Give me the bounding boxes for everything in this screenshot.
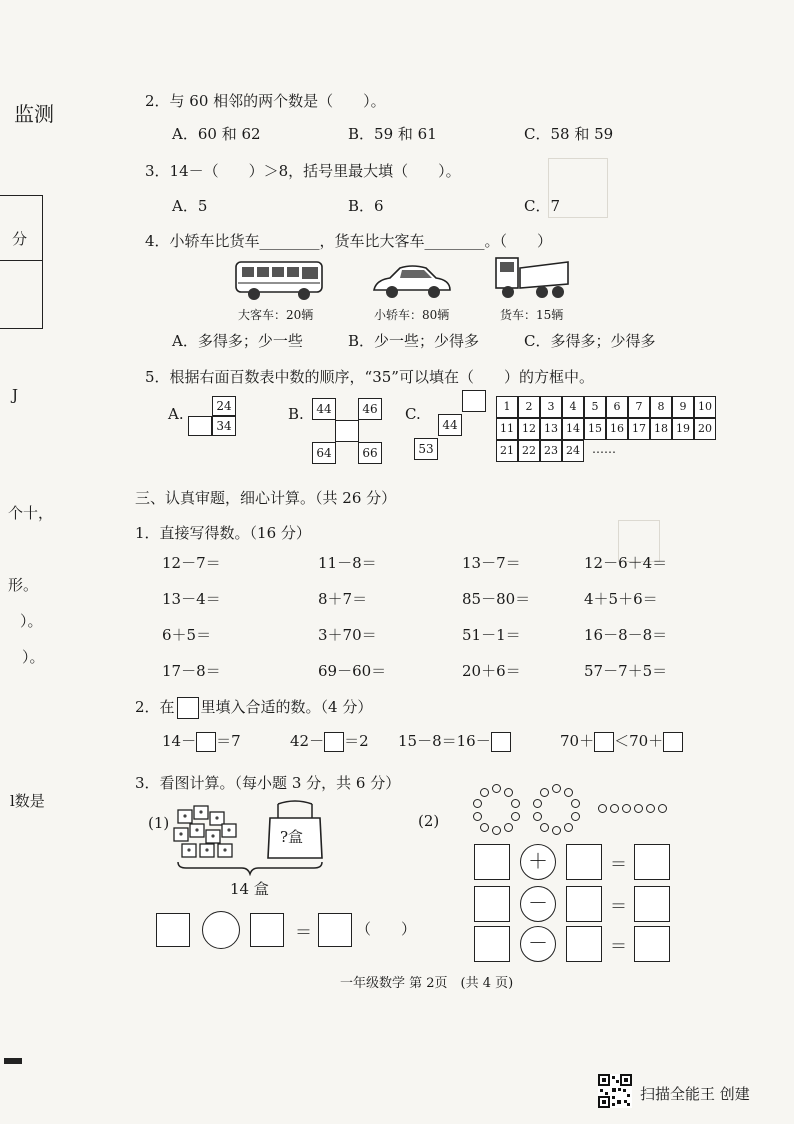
hundred-ellipsis: …… xyxy=(592,442,616,456)
calc-item[interactable]: 13－4＝ xyxy=(162,590,221,608)
p2-item-text: 70＋ xyxy=(560,732,595,750)
equation-box[interactable] xyxy=(566,926,602,962)
equation-box[interactable] xyxy=(634,886,670,922)
hundred-cell: 18 xyxy=(650,418,672,440)
score-box xyxy=(0,195,43,329)
dot xyxy=(610,804,619,813)
dot xyxy=(571,799,580,808)
circle-ring-group xyxy=(532,784,580,834)
calc-item[interactable]: 3＋70＝ xyxy=(318,626,377,644)
q3-option-b[interactable]: B．6 xyxy=(348,197,384,215)
hundred-cell: 12 xyxy=(518,418,540,440)
dot xyxy=(646,804,655,813)
equation-box[interactable] xyxy=(474,844,510,880)
p3-title: 3．看图计算。（每小题 3 分，共 6 分） xyxy=(135,774,401,792)
score-label: 分 xyxy=(12,230,28,248)
hundred-cell: 23 xyxy=(540,440,562,462)
hundred-cell: 8 xyxy=(650,396,672,418)
calc-item[interactable]: 6＋5＝ xyxy=(162,626,212,644)
dot xyxy=(533,799,542,808)
minus-operator: － xyxy=(520,926,556,962)
hundred-cell: 7 xyxy=(628,396,650,418)
q4-stem: 4．小轿车比货车________，货车比大客车________。（ ） xyxy=(145,232,553,250)
dot xyxy=(533,812,542,821)
dot xyxy=(540,788,549,797)
p1-title: 1．直接写得数。（16 分） xyxy=(135,524,311,542)
car-icon xyxy=(370,262,454,304)
circle-ring-group xyxy=(472,784,520,834)
dot xyxy=(552,826,561,835)
p2-item-text: ＜70＋ xyxy=(614,732,664,750)
margin-fragment: 个十， xyxy=(8,504,54,522)
dot xyxy=(492,784,501,793)
p2-title xyxy=(135,696,372,719)
margin-fragment: l数是 xyxy=(10,792,45,810)
p3-sub2: (2) xyxy=(418,812,440,830)
bag-label: ?盒 xyxy=(280,828,304,846)
hundred-cell: 11 xyxy=(496,418,518,440)
margin-fragment: ）。 xyxy=(20,612,43,630)
hundred-cell: 21 xyxy=(496,440,518,462)
bus-label: 大客车：20辆 xyxy=(238,308,314,322)
q5-b-box: 46 xyxy=(358,398,382,420)
dot xyxy=(480,788,489,797)
p2-item-text: 42－ xyxy=(290,732,325,750)
operator-circle[interactable] xyxy=(202,911,240,949)
equation-box[interactable] xyxy=(156,913,190,947)
p2-item-text: ＝7 xyxy=(216,732,241,750)
hundred-chart xyxy=(496,396,716,462)
q2-option-c[interactable]: C．58 和 59 xyxy=(524,125,614,143)
q3-stem: 3．14－（ ）＞8，括号里最大填（ ）。 xyxy=(145,162,461,180)
q4-option-b[interactable]: B．少一些；少得多 xyxy=(348,332,480,350)
dot xyxy=(480,823,489,832)
calc-item[interactable]: 51－1＝ xyxy=(462,626,521,644)
equation-box[interactable] xyxy=(566,886,602,922)
hundred-cell: 9 xyxy=(672,396,694,418)
calc-item[interactable]: 13－7＝ xyxy=(462,554,521,572)
q2-stem: 2．与 60 相邻的两个数是（ ）。 xyxy=(145,92,386,110)
equals-sign: ＝ xyxy=(610,855,627,875)
q5-option-c-label[interactable]: C. xyxy=(405,405,421,423)
hundred-cell: 20 xyxy=(694,418,716,440)
dot xyxy=(492,826,501,835)
equals-sign: ＝ xyxy=(295,923,312,943)
p2-item-text: 15－8＝16－ xyxy=(398,732,491,750)
calc-item[interactable]: 12－7＝ xyxy=(162,554,221,572)
dot xyxy=(564,823,573,832)
q5-c-box: 44 xyxy=(438,414,462,436)
dot xyxy=(571,812,580,821)
p2-item-3 xyxy=(398,730,511,752)
equation-box[interactable] xyxy=(318,913,352,947)
hundred-cell: 24 xyxy=(562,440,584,462)
calc-item[interactable]: 12－6＋4＝ xyxy=(584,554,668,572)
calc-item[interactable]: 16－8－8＝ xyxy=(584,626,668,644)
p2-title-post: 里填入合适的数。（4 分） xyxy=(200,698,373,716)
calc-item[interactable]: 57－7＋5＝ xyxy=(584,662,668,680)
hundred-cell: 3 xyxy=(540,396,562,418)
q4-option-c[interactable]: C．多得多；少得多 xyxy=(524,332,656,350)
hundred-cell: 22 xyxy=(518,440,540,462)
hundred-cell: 14 xyxy=(562,418,584,440)
total-label: 14 盒 xyxy=(230,880,269,898)
q5-a-box-empty[interactable] xyxy=(188,416,212,436)
q3-option-c[interactable]: C．7 xyxy=(524,197,561,215)
p2-item-text: ＝2 xyxy=(344,732,369,750)
watermark-text: 扫描全能王 创建 xyxy=(640,1085,750,1103)
calc-item[interactable]: 17－8＝ xyxy=(162,662,221,680)
answer-box[interactable] xyxy=(324,732,344,752)
dot xyxy=(634,804,643,813)
hundred-cell: 4 xyxy=(562,396,584,418)
dot xyxy=(473,799,482,808)
p2-item-text: 14－ xyxy=(162,732,197,750)
unit-paren[interactable]: （ ） xyxy=(356,920,417,938)
hundred-cell: 15 xyxy=(584,418,606,440)
hundred-cell: 19 xyxy=(672,418,694,440)
bus-icon xyxy=(232,256,328,304)
margin-fragment: ）。 xyxy=(22,648,45,666)
equation-box[interactable] xyxy=(566,844,602,880)
q5-b-box-empty[interactable] xyxy=(335,420,359,442)
answer-box-sample xyxy=(177,697,199,719)
section3-title: 三、认真审题，细心计算。（共 26 分） xyxy=(135,489,397,507)
q3-option-a[interactable]: A．5 xyxy=(172,197,208,215)
hundred-cell: 16 xyxy=(606,418,628,440)
margin-fragment: J xyxy=(12,386,19,404)
q5-option-b-label[interactable]: B. xyxy=(288,405,304,423)
minus-operator: － xyxy=(520,886,556,922)
margin-title: 监测 xyxy=(14,102,54,126)
calc-item[interactable]: 4＋5＋6＝ xyxy=(584,590,658,608)
q5-b-box: 44 xyxy=(312,398,336,420)
p2-item-4 xyxy=(560,730,683,752)
dot xyxy=(511,799,520,808)
dot xyxy=(598,804,607,813)
q2-option-b[interactable]: B．59 和 61 xyxy=(348,125,437,143)
dot xyxy=(473,812,482,821)
boxes-icon xyxy=(172,802,244,862)
answer-box[interactable] xyxy=(594,732,614,752)
calc-item[interactable]: 69－60＝ xyxy=(318,662,387,680)
q5-option-a-label[interactable]: A. xyxy=(168,405,184,423)
equals-sign: ＝ xyxy=(610,937,627,957)
brace-icon xyxy=(176,860,324,876)
calc-item[interactable]: 8＋7＝ xyxy=(318,590,368,608)
answer-box[interactable] xyxy=(491,732,511,752)
calc-item[interactable]: 20＋6＝ xyxy=(462,662,521,680)
q5-b-box: 64 xyxy=(312,442,336,464)
equation-box[interactable] xyxy=(634,926,670,962)
dot xyxy=(540,823,549,832)
qr-code-icon xyxy=(598,1074,632,1108)
hundred-cell: 13 xyxy=(540,418,562,440)
score-divider xyxy=(0,260,42,261)
dot xyxy=(552,784,561,793)
plus-operator: ＋ xyxy=(520,844,556,880)
q2-option-a[interactable]: A．60 和 62 xyxy=(172,125,261,143)
q5-stem: 5．根据右面百数表中数的顺序，“35”可以填在（ ）的方框中。 xyxy=(145,368,594,386)
q5-c-box: 53 xyxy=(414,438,438,460)
hundred-cell: 2 xyxy=(518,396,540,418)
dot xyxy=(658,804,667,813)
q5-c-box-empty[interactable] xyxy=(462,390,486,412)
truck-icon xyxy=(492,254,574,302)
q4-option-a[interactable]: A．多得多；少一些 xyxy=(172,332,303,350)
car-label: 小轿车：80辆 xyxy=(374,308,450,322)
answer-box[interactable] xyxy=(663,732,683,752)
truck-label: 货车：15辆 xyxy=(500,308,564,322)
q5-a-box: 34 xyxy=(212,416,236,436)
page-footer: 一年级数学 第 2页 (共 4 页) xyxy=(340,976,514,991)
calc-item[interactable]: 11－8＝ xyxy=(318,554,377,572)
hundred-cell: 5 xyxy=(584,396,606,418)
q5-a-box: 24 xyxy=(212,396,236,416)
edge-mark xyxy=(4,1058,22,1064)
hundred-cell: 17 xyxy=(628,418,650,440)
calc-item[interactable]: 85－80＝ xyxy=(462,590,531,608)
dot xyxy=(622,804,631,813)
equation-box[interactable] xyxy=(474,886,510,922)
p2-item-1 xyxy=(162,730,241,752)
hundred-cell: 10 xyxy=(694,396,716,418)
dot xyxy=(511,812,520,821)
equation-box[interactable] xyxy=(634,844,670,880)
dot xyxy=(504,823,513,832)
p2-item-2 xyxy=(290,730,369,752)
margin-fragment: 形。 xyxy=(8,576,39,594)
dot xyxy=(564,788,573,797)
circle-row-group xyxy=(598,804,670,814)
equation-box[interactable] xyxy=(250,913,284,947)
hundred-cell: 6 xyxy=(606,396,628,418)
hundred-cell: 1 xyxy=(496,396,518,418)
answer-box[interactable] xyxy=(196,732,216,752)
equals-sign: ＝ xyxy=(610,897,627,917)
p3-sub1: (1) xyxy=(148,814,170,832)
dot xyxy=(504,788,513,797)
equation-box[interactable] xyxy=(474,926,510,962)
q5-b-box: 66 xyxy=(358,442,382,464)
p2-title-pre: 2．在 xyxy=(135,698,175,716)
